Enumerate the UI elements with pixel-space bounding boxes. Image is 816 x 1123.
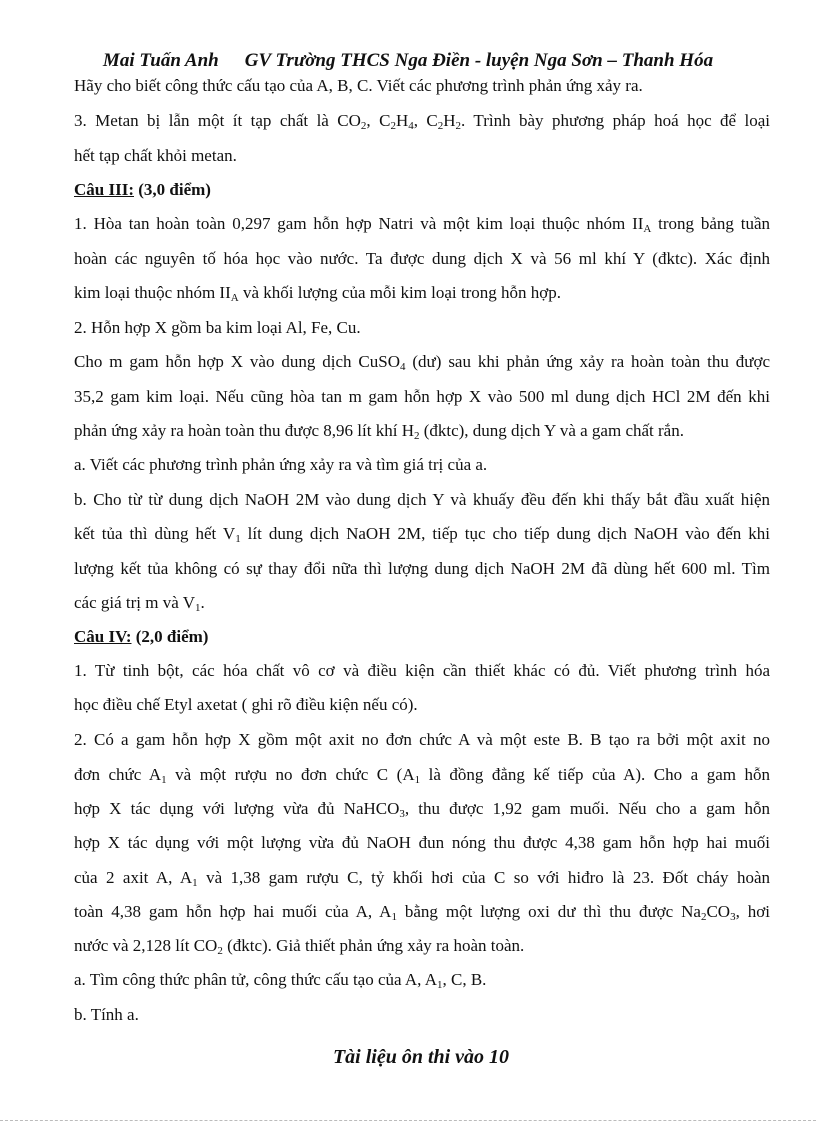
text-line: của 2 axit A, $A_1$ và 1,38 gam rượu C, tỷ khối hơi của C so với hiđro là 23. Đốt cháy hoàn	[74, 868, 770, 889]
text-line: 35,2 gam kim loại. Nếu cũng hòa tan m gam hỗn hợp X vào 500 ml dung dịch HCl 2M đến khi	[74, 387, 770, 406]
text-line: b. Tính a.	[74, 1005, 139, 1024]
text-line: b. Cho từ từ dung dịch NaOH 2M vào dung dịch Y và khuấy đều đến khi thấy bắt đầu xuất hiện	[74, 490, 770, 509]
text-line: nước và 2,128 lít $CO_2$ (đktc). Giả thiết phản ứng xảy ra hoàn toàn.	[74, 936, 525, 957]
text-line: hợp X tác dụng với lượng vừa đủ NaHCO$_3$, thu được 1,92 gam muối. Nếu cho a gam hỗn	[74, 799, 770, 820]
text-line: 3. Metan bị lẫn một ít tạp chất là $CO_2$, $C_2H_4$, $C_2H_2$. Trình bày phương pháp hoá học để loại	[74, 111, 771, 132]
section-heading-3: Câu III: (3,0 điểm)	[74, 180, 211, 199]
text-line: 1. Hòa tan hoàn toàn 0,297 gam hỗn hợp Natri và một kim loại thuộc nhóm $II_A$ trong bảng tuần	[74, 214, 770, 235]
text-line: 1. Từ tinh bột, các hóa chất vô cơ và điều kiện cần thiết khác có đủ. Viết phương trình hóa	[74, 661, 770, 680]
section-heading-4: Câu IV: (2,0 điểm)	[74, 627, 209, 646]
text-line: 2. Hỗn hợp X gồm ba kim loại Al, Fe, Cu.	[74, 318, 361, 337]
text-line: phản ứng xảy ra hoàn toàn thu được 8,96 lít khí $H_2$ (đktc), dung dịch Y và a gam chất rắn.	[74, 421, 684, 442]
text-line: lượng kết tủa không có sự thay đổi nữa thì lượng dung dịch NaOH 2M đã dùng hết 600 ml. Tìm	[74, 559, 770, 578]
text-line: học điều chế Etyl axetat ( ghi rõ điều kiện nếu có).	[74, 695, 418, 714]
text-line: Cho m gam hỗn hợp X vào dung dịch CuSO$_4$ (dư) sau khi phản ứng xảy ra hoàn toàn thu được	[74, 352, 771, 373]
text-line: toàn 4,38 gam hỗn hợp hai muối của A, $A_1$ bằng một lượng oxi dư thì thu được $Na_2CO_3$, hơi	[74, 902, 770, 923]
bottom-divider	[0, 1120, 816, 1121]
text-line: a. Viết các phương trình phản ứng xảy ra và tìm giá trị của a.	[74, 455, 488, 474]
text-line: 2. Có a gam hỗn hợp X gồm một axit no đơn chức A và một este B. B tạo ra bởi một axit no	[74, 730, 770, 749]
page-footer: Tài liệu ôn thi vào 10	[332, 1046, 510, 1068]
text-line: hết tạp chất khỏi metan.	[74, 146, 237, 165]
text-line: hoàn các nguyên tố hóa học vào nước. Ta được dung dịch X và 56 ml khí Y (đktc). Xác định	[74, 249, 770, 268]
text-line: kim loại thuộc nhóm $II_A$ và khối lượng của mỗi kim loại trong hỗn hợp.	[74, 283, 562, 304]
text-line: đơn chức $A_1$ và một rượu no đơn chức C ($A_1$ là đồng đẳng kế tiếp của A). Cho a gam hỗn	[74, 765, 770, 786]
text-line: các giá trị m và $V_1$.	[74, 593, 205, 614]
text-line: Hãy cho biết công thức cấu tạo của A, B, C. Viết các phương trình phản ứng xảy ra.	[74, 76, 643, 95]
header-school: GV Trường THCS Nga Điền - luyện Nga Sơn – Thanh Hóa	[244, 50, 714, 71]
header-author: Mai Tuấn Anh	[102, 50, 219, 71]
text-line: hợp X tác dụng với một lượng vừa đủ NaOH đun nóng thu được 4,38 gam hỗn hợp hai muối	[74, 833, 770, 852]
text-line: a. Tìm công thức phân tử, công thức cấu tạo của A, $A_1$, C, B.	[74, 970, 487, 991]
text-line: kết tủa thì dùng hết $V_1$ lít dung dịch NaOH 2M, tiếp tục cho tiếp dung dịch NaOH vào đến khi	[74, 524, 770, 545]
page-header	[0, 50, 816, 72]
